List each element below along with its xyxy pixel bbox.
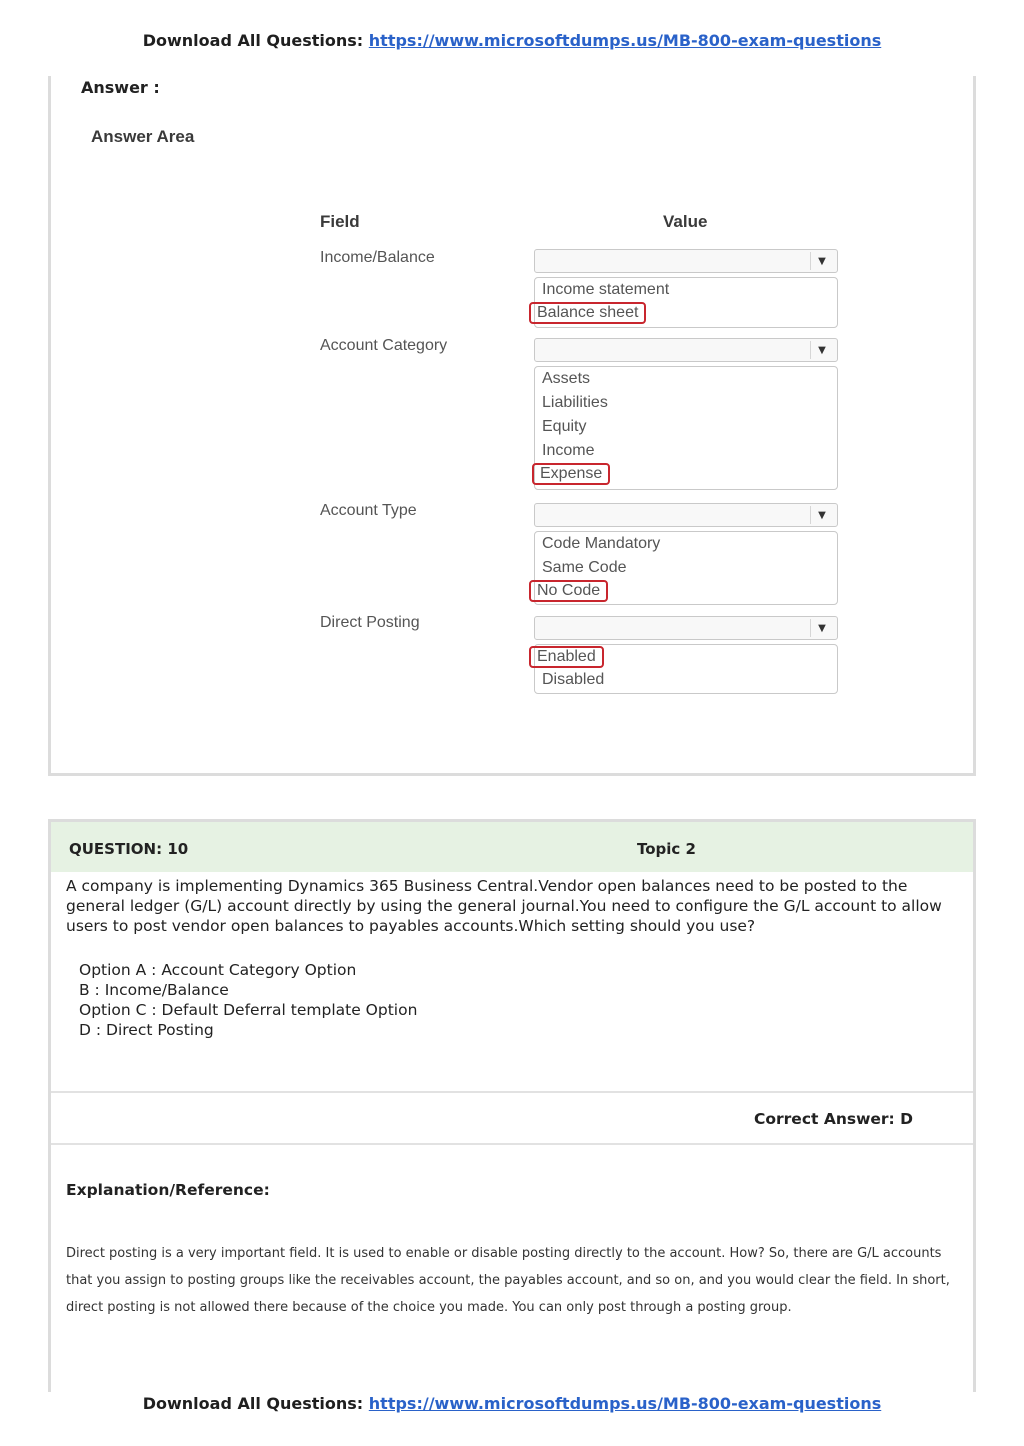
field-label-income-balance: Income/Balance — [320, 249, 435, 266]
chevron-down-icon[interactable]: ▼ — [810, 506, 833, 524]
download-header-label: Download All Questions: — [142, 31, 364, 50]
field-label-account-category: Account Category — [320, 337, 448, 354]
field-column-header: Field — [320, 212, 360, 231]
option-assets[interactable]: Assets — [542, 370, 591, 387]
option-b: B : Income/Balance — [79, 981, 229, 999]
option-liabilities[interactable]: Liabilities — [542, 394, 608, 411]
option-a: Option A : Account Category Option — [79, 961, 357, 979]
question-text: A company is implementing Dynamics 365 Business Central.Vendor open balances need to be posted to the general ledger (G/L) account directly by using the general journal.You need to configure the G/L account to allow users to post vendor open balances to payables accounts.Which setting should you use? — [66, 877, 942, 935]
answer-area-title: Answer Area — [91, 127, 195, 146]
income-balance-dropdown[interactable] — [534, 249, 838, 273]
option-expense-selected[interactable]: Expense — [532, 463, 610, 485]
value-column-header: Value — [663, 212, 708, 231]
option-d: D : Direct Posting — [79, 1021, 214, 1039]
account-type-listbox — [534, 531, 838, 605]
chevron-down-icon[interactable]: ▼ — [810, 619, 833, 637]
option-income[interactable]: Income — [542, 442, 595, 459]
chevron-down-icon[interactable]: ▼ — [810, 341, 833, 359]
chevron-down-icon[interactable]: ▼ — [810, 252, 833, 270]
account-type-dropdown[interactable] — [534, 503, 838, 527]
question-number: QUESTION: 10 — [69, 840, 189, 858]
download-footer-label: Download All Questions: — [142, 1394, 364, 1413]
explanation-text: Direct posting is a very important field. It is used to enable or disable posting directly to the account. How? So, there are G/L accounts that you assign to posting groups like the receivables account, the payables account, and so on, and you would clear the field. In short, direct posting is not allowed there because of the choice you made. You can only post through a posting group. — [66, 1246, 950, 1315]
direct-posting-listbox — [534, 644, 838, 694]
question-topic: Topic 2 — [637, 840, 696, 858]
download-footer-link[interactable]: https://www.microsoftdumps.us/MB-800-exam-questions — [368, 1394, 882, 1413]
question-header — [51, 822, 973, 872]
field-label-account-type: Account Type — [320, 502, 417, 519]
option-c: Option C : Default Deferral template Option — [79, 1001, 418, 1019]
field-label-direct-posting: Direct Posting — [320, 614, 420, 631]
answer-label: Answer : — [81, 78, 160, 97]
account-category-dropdown[interactable] — [534, 338, 838, 362]
option-same-code[interactable]: Same Code — [542, 559, 627, 576]
download-header-link[interactable]: https://www.microsoftdumps.us/MB-800-exam-questions — [368, 31, 882, 50]
option-balance-sheet-selected[interactable]: Balance sheet — [529, 302, 646, 324]
correct-answer: Correct Answer: D — [754, 1110, 914, 1128]
download-footer — [0, 1394, 1024, 1413]
account-category-listbox — [534, 366, 838, 490]
option-enabled-selected[interactable]: Enabled — [529, 646, 604, 668]
option-no-code-selected[interactable]: No Code — [529, 580, 608, 602]
option-code-mandatory[interactable]: Code Mandatory — [542, 535, 661, 552]
answer-panel — [48, 76, 976, 776]
option-disabled[interactable]: Disabled — [542, 671, 605, 688]
divider — [51, 1091, 973, 1093]
download-header — [0, 31, 1024, 50]
option-income-statement[interactable]: Income statement — [542, 281, 670, 298]
option-equity[interactable]: Equity — [542, 418, 587, 435]
answer-area — [89, 116, 869, 756]
divider — [51, 1143, 973, 1145]
income-balance-listbox — [534, 277, 838, 328]
question-panel — [48, 819, 976, 1392]
explanation-title: Explanation/Reference: — [66, 1181, 270, 1199]
answer-options — [79, 960, 417, 1040]
direct-posting-dropdown[interactable] — [534, 616, 838, 640]
